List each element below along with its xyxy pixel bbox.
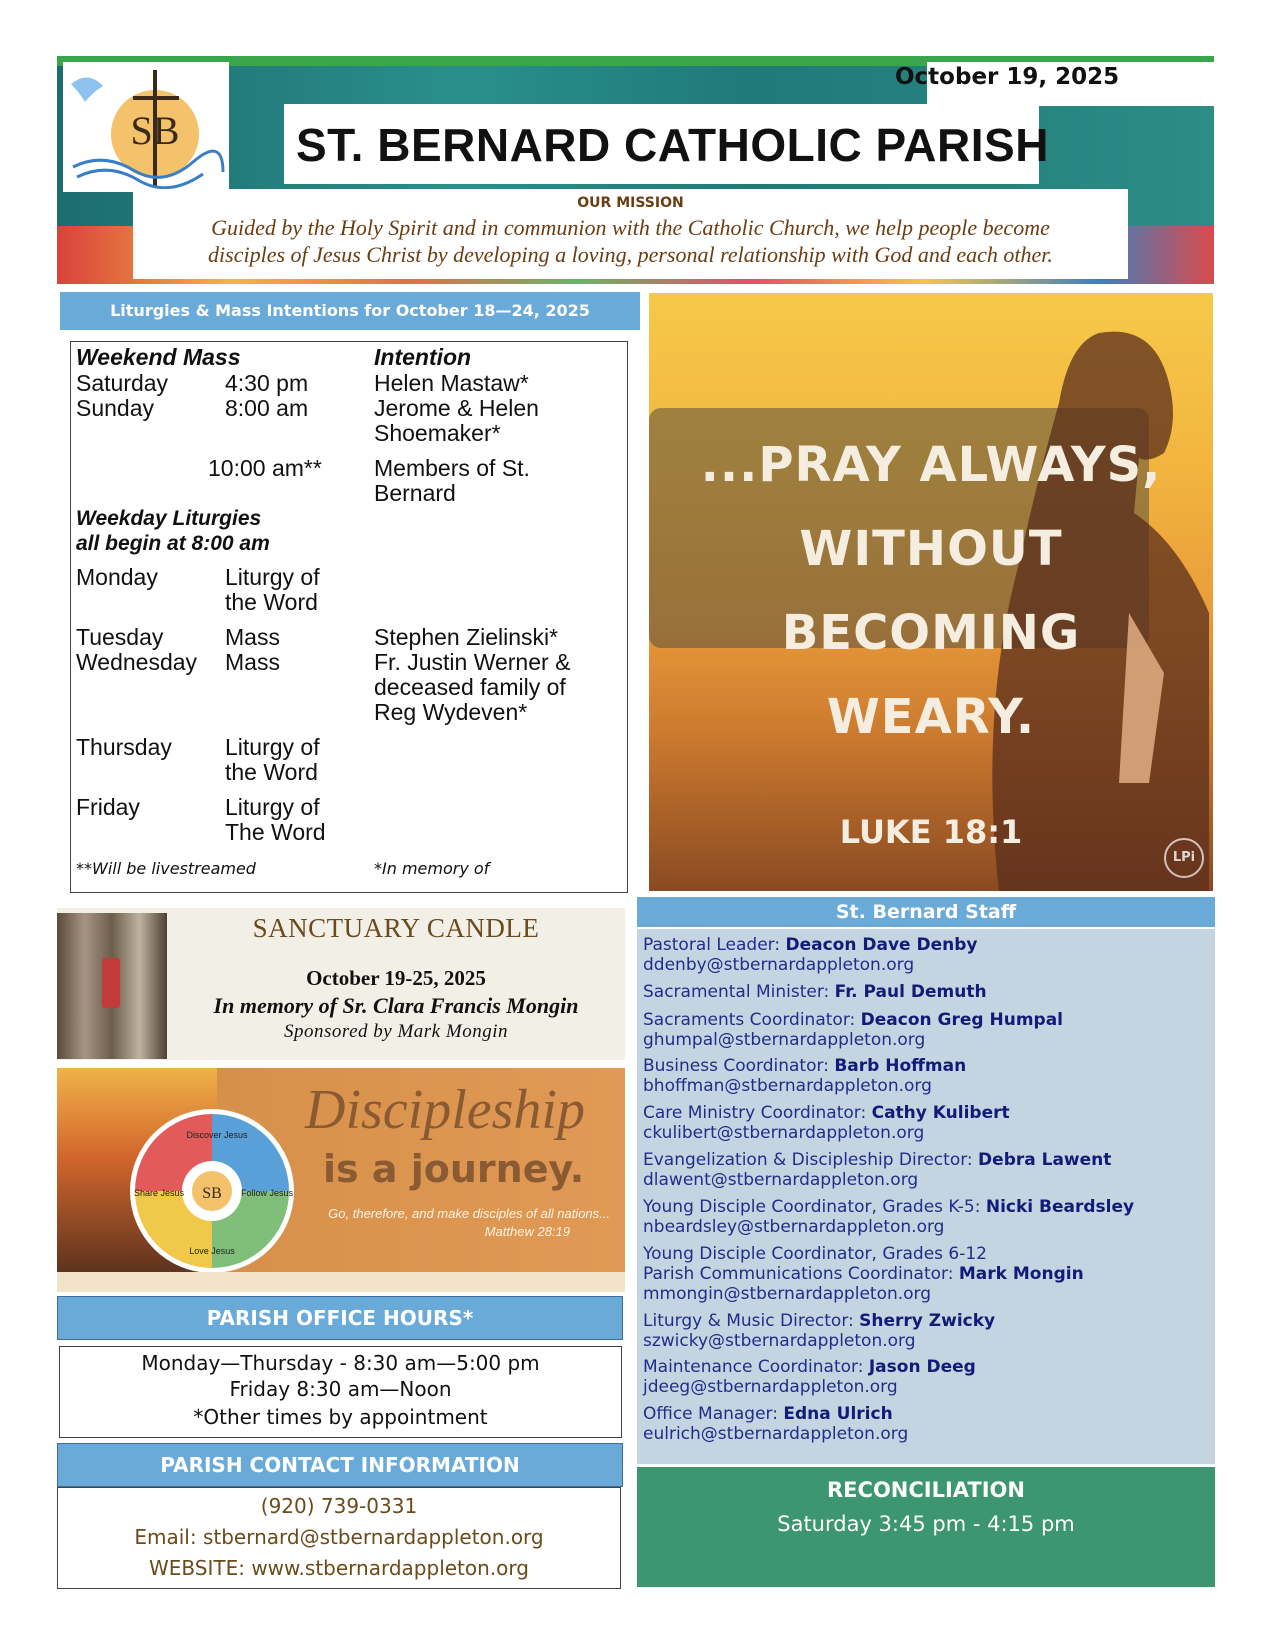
weekday-type: The Word: [225, 819, 326, 845]
page-title: ST. BERNARD CATHOLIC PARISH: [296, 119, 1049, 171]
weekday-type: Mass: [225, 649, 280, 675]
staff-role: Care Ministry Coordinator: Cathy Kulibert: [643, 1103, 1010, 1123]
staff-email[interactable]: bhoffman@stbernardappleton.org: [643, 1076, 932, 1096]
reconciliation-time: Saturday 3:45 pm - 4:15 pm: [777, 1512, 1075, 1536]
staff-email[interactable]: jdeeg@stbernardappleton.org: [643, 1377, 898, 1397]
svg-text:Share Jesus: Share Jesus: [133, 1188, 185, 1198]
discipleship-subtitle: is a journey.: [323, 1147, 585, 1191]
staff-email[interactable]: dlawent@stbernardappleton.org: [643, 1170, 919, 1190]
discipleship-title: Discipleship: [305, 1079, 585, 1141]
discipleship-quote: Go, therefore, and make disciples of all nations...: [328, 1206, 610, 1221]
weekend-time: 8:00 am: [225, 395, 309, 421]
livestream-note: **Will be livestreamed: [76, 859, 256, 878]
weekday-day: Monday: [76, 564, 158, 590]
staff-email[interactable]: nbeardsley@stbernardappleton.org: [643, 1217, 945, 1237]
weekday-intention: Fr. Justin Werner &: [374, 649, 571, 675]
memory-note: *In memory of: [374, 859, 490, 878]
contact-phone[interactable]: (920) 739-0331: [260, 1494, 418, 1518]
parish-logo: [63, 62, 229, 192]
staff-email[interactable]: mmongin@stbernardappleton.org: [643, 1284, 932, 1304]
svg-text:Follow Jesus: Follow Jesus: [240, 1188, 294, 1198]
weekday-type: Liturgy of: [225, 734, 320, 760]
weekend-intention: Members of St.: [374, 455, 530, 481]
contact-website[interactable]: WEBSITE: www.stbernardappleton.org: [149, 1556, 529, 1580]
candle-sponsor: Sponsored by Mark Mongin: [284, 1021, 508, 1042]
weekday-heading: Weekday Liturgies: [76, 507, 262, 530]
staff-role: Business Coordinator: Barb Hoffman: [643, 1056, 967, 1076]
staff-header: St. Bernard Staff: [637, 897, 1215, 927]
office-hours-line: Friday 8:30 am—Noon: [229, 1377, 452, 1401]
weekend-heading: Weekend Mass: [76, 344, 241, 370]
pray-always-image: [649, 293, 1213, 891]
staff-role: Liturgy & Music Director: Sherry Zwicky: [643, 1311, 996, 1331]
staff-email[interactable]: ddenby@stbernardappleton.org: [643, 955, 915, 975]
weekday-intention: Reg Wydeven*: [374, 699, 528, 725]
mission-line-1: Guided by the Holy Spirit and in communion with the Catholic Church, we help people become: [211, 215, 1050, 240]
staff-email[interactable]: eulrich@stbernardappleton.org: [643, 1424, 909, 1444]
staff-role: Evangelization & Discipleship Director: Debra Lawent: [643, 1150, 1112, 1170]
staff-role: Young Disciple Coordinator, Grades 6-12: [643, 1244, 987, 1264]
weekday-day: Thursday: [76, 734, 172, 760]
staff-role: Sacraments Coordinator: Deacon Greg Humpal: [643, 1010, 1063, 1030]
svg-text:SB: SB: [202, 1185, 222, 1202]
staff-role: Sacramental Minister: Fr. Paul Demuth: [643, 982, 987, 1002]
weekend-intention: Jerome & Helen: [374, 395, 539, 421]
weekday-type: the Word: [225, 759, 318, 785]
candle-title: SANCTUARY CANDLE: [252, 913, 540, 943]
contact-header: PARISH CONTACT INFORMATION: [57, 1443, 623, 1487]
candle-memory: In memory of Sr. Clara Francis Mongin: [213, 993, 579, 1018]
weekday-type: the Word: [225, 589, 318, 615]
quote-line: WEARY.: [826, 689, 1036, 745]
weekend-intention: Helen Mastaw*: [374, 370, 529, 396]
weekday-day: Tuesday: [76, 624, 164, 650]
staff-email[interactable]: szwicky@stbernardappleton.org: [643, 1331, 916, 1351]
candle-dates: October 19-25, 2025: [306, 966, 486, 990]
liturgies-table: [70, 341, 628, 893]
staff-role: Pastoral Leader: Deacon Dave Denby: [643, 935, 978, 955]
office-hours-note: *Other times by appointment: [193, 1405, 488, 1429]
staff-role: Maintenance Coordinator: Jason Deeg: [643, 1357, 976, 1377]
quote-line: WITHOUT: [799, 521, 1063, 577]
weekday-intention: deceased family of: [374, 674, 566, 700]
staff-role: Young Disciple Coordinator, Grades K-5: Nicki Beardsley: [643, 1197, 1135, 1217]
weekend-time: 4:30 pm: [225, 370, 309, 396]
weekend-intention: Bernard: [374, 480, 456, 506]
weekend-day: Saturday: [76, 370, 169, 396]
weekday-type: Liturgy of: [225, 794, 320, 820]
office-hours-header: PARISH OFFICE HOURS*: [57, 1296, 623, 1340]
staff-role: Parish Communications Coordinator: Mark Mongin: [643, 1264, 1084, 1284]
scripture-quote: [649, 423, 1213, 759]
weekday-day: Friday: [76, 794, 140, 820]
staff-email[interactable]: ghumpal@stbernardappleton.org: [643, 1030, 926, 1050]
weekday-type: Liturgy of: [225, 564, 320, 590]
weekend-time: 10:00 am**: [208, 455, 322, 481]
quote-line: ...PRAY ALWAYS,: [700, 437, 1162, 493]
mission-label: OUR MISSION: [577, 195, 684, 211]
svg-text:Love Jesus: Love Jesus: [189, 1246, 235, 1256]
bulletin-date: October 19, 2025: [895, 64, 1120, 90]
intention-heading: Intention: [374, 344, 472, 370]
lpi-watermark: LPi: [1164, 838, 1204, 878]
candle-organ-image: [57, 913, 167, 1059]
discipleship-reference: Matthew 28:19: [484, 1224, 570, 1239]
office-hours-line: Monday—Thursday - 8:30 am—5:00 pm: [141, 1351, 540, 1375]
svg-text:Discover Jesus: Discover Jesus: [186, 1130, 248, 1140]
quote-line: BECOMING: [781, 605, 1081, 661]
mission-statement: [133, 214, 1128, 268]
weekday-type: Mass: [225, 624, 280, 650]
svg-text:SB: SB: [130, 108, 180, 153]
weekend-day: Sunday: [76, 395, 155, 421]
reconciliation-title: RECONCILIATION: [827, 1478, 1025, 1502]
staff-role: Office Manager: Edna Ulrich: [643, 1404, 893, 1424]
staff-email[interactable]: ckulibert@stbernardappleton.org: [643, 1123, 925, 1143]
scripture-reference: LUKE 18:1: [839, 813, 1023, 851]
weekday-day: Wednesday: [76, 649, 198, 675]
liturgies-header: Liturgies & Mass Intentions for October 18—24, 2025: [60, 292, 640, 330]
mission-line-2: disciples of Jesus Christ by developing a loving, personal relationship with God and each other.: [208, 242, 1053, 267]
weekend-intention: Shoemaker*: [374, 420, 501, 446]
candle-icon: [102, 958, 120, 1008]
weekday-intention: Stephen Zielinski*: [374, 624, 559, 650]
weekday-heading: all begin at 8:00 am: [76, 532, 270, 555]
discipleship-wheel: [117, 1106, 307, 1276]
contact-email[interactable]: Email: stbernard@stbernardappleton.org: [134, 1525, 544, 1549]
banner-bottom-band: [57, 1272, 625, 1292]
